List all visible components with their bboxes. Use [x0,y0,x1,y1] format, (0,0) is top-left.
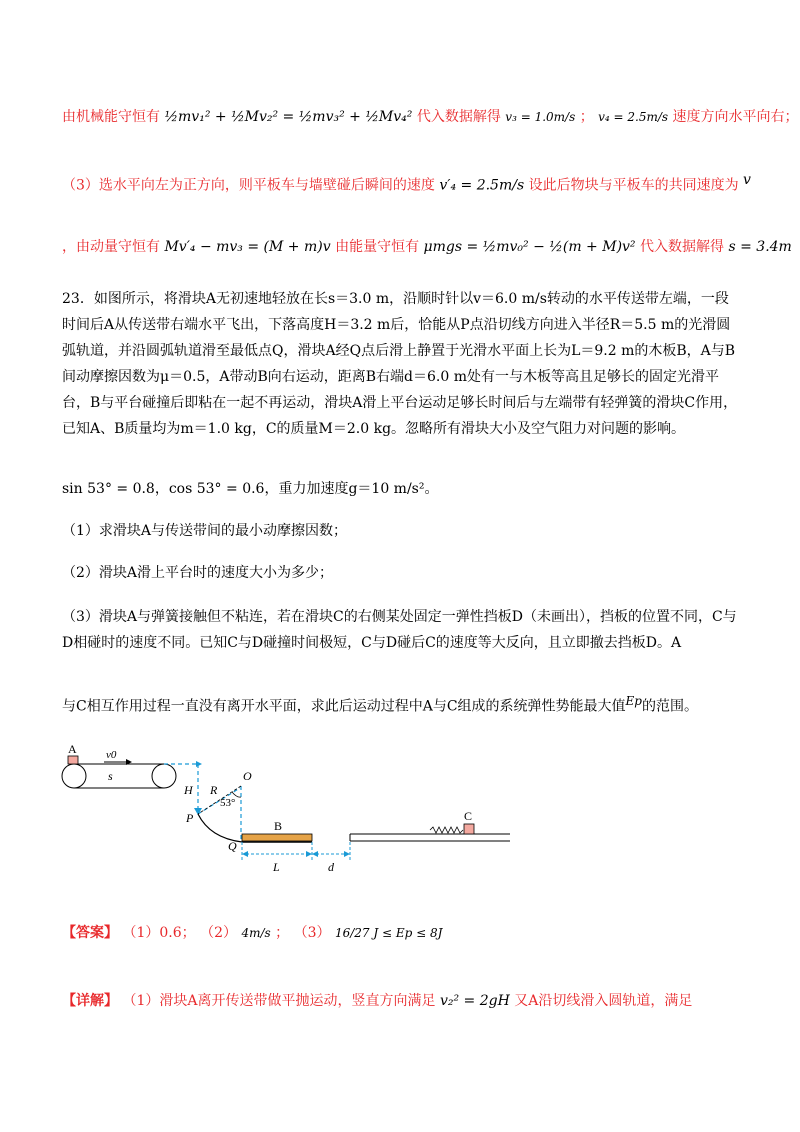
s-result: s = 3.4m [728,239,792,255]
energy2-prefix: 由能量守恒有 [335,239,420,255]
energy-prefix: 由机械能守恒有 [62,109,160,125]
physics-diagram [60,738,520,878]
label-b: B [274,819,283,833]
question-3b-text: 与C相互作用过程一直没有离开水平面，求此后运动过程中A与C组成的系统弹性势能最大值 [62,698,626,715]
label-v0: v0 [106,749,117,761]
answer-3: （3） [293,925,331,941]
energy-mid: 代入数据解得 [416,109,501,125]
question-3a: （3）滑块A与弹簧接触但不粘连，若在滑块C的右侧某处固定一弹性挡板D（未画出），挡板的位置不同，C与D相碰时的速度不同。已知C与D碰撞时间极短，C与D碰后C的速度等大反向，且立即撤去挡板D。A [62,609,737,651]
detail-equation: v₂² = 2gH [439,993,510,1009]
answer-2: （2） [200,925,237,941]
part3-prefix: （3）选水平向左为正方向，则平板车与墙壁碰后瞬间的速度 [62,177,435,194]
arc-track [198,814,242,842]
answer-3-value: 16/27 J ≤ Ep ≤ 8J [334,926,443,940]
v3-value: v₃ = 1.0m/s [505,110,576,124]
energy-equation: ½mv₁² + ½Mv₂² = ½mv₃² + ½Mv₄² [164,109,413,125]
part3-line [62,172,751,195]
problem-stem-text: 如图所示，将滑块A无初速地轻放在长s＝3.0 m，沿顺时针以v＝6.0 m/s转动的水平传送带左端，一段时间后A从传送带右端水平飞出，下落高度H＝3.2 m后，恰能从P点沿切线方向进入半径R＝5.5 m的光滑圆弧轨道，并沿圆弧轨道滑至最低点Q，滑块A经Q点后滑上静置于光滑水平面上长为L＝9.2 m的木板B，A与B间动摩擦因数为μ＝0.5，A带动B向右运动，距离B右端d＝6.0 m处有一与木板等高且足够长的固定光滑平台，B与平台碰撞后即粘在一起不再运动，滑块A滑上平台运动足够长时间后与左端带有轻弹簧的滑块C作用，已知A、B质量均为m＝1.0 kg，C的质量M＝2.0 kg。忽略所有滑块大小及空气阻力对问题的影响。 [62,291,738,437]
question-1: （1）求滑块A与传送带间的最小动摩擦因数； [62,523,348,539]
label-angle: 53° [220,797,236,809]
answer-2-value: 4m/s [241,926,271,940]
board-b [242,834,312,841]
block-c [464,824,474,834]
energy2-equation: μmgs = ½mv₀² − ½(m + M)v² [423,239,636,255]
question-2: （2）滑块A滑上平台时的速度大小为多少； [62,565,334,581]
label-h: H [184,783,193,797]
label-l: L [273,860,280,874]
detail-line [62,990,692,1010]
momentum-prefix: ，由动量守恒有 [62,239,160,255]
answer-1: （1）0.6； [122,925,196,941]
question-3b-end: 的范围。 [642,698,698,715]
problem-number: 23． [62,291,94,307]
d-arrow-left [312,851,318,857]
label-r: R [210,783,218,797]
label-q: Q [228,839,237,853]
label-p: P [186,811,194,825]
dimension-lines [242,842,350,860]
d-arrow-right [344,851,350,857]
momentum-mid2: 代入数据解得 [640,239,725,255]
conveyor-belt [62,764,176,788]
label-c: C [464,809,473,823]
answer-line [62,922,442,942]
question-3b [62,688,738,720]
energy-suffix: 速度方向水平向右； [672,109,799,125]
trig-line: sin 53° = 0.8，cos 53° = 0.6，重力加速度g＝10 m/s²。 [62,481,439,497]
l-arrow-right [306,851,312,857]
block-a [68,756,78,764]
ep-symbol: Ep [625,694,642,708]
v4-value: v₄ = 2.5m/s [598,110,669,124]
part3-mid: 设此后物块与平板车的共同速度为 [528,177,739,194]
problem-stem [62,286,738,442]
energy-conservation-line [62,106,799,126]
energy-sep: ； [579,109,594,125]
v4-prime-value: v′₄ = 2.5m/s [439,177,525,194]
label-a: A [68,742,77,756]
l-arrow-left [242,851,248,857]
spring [430,827,463,833]
answer-tag: 【答案】 [62,925,118,941]
label-s: s [108,769,113,783]
detail-text-2: 又A沿切线滑入圆轨道，满足 [514,993,693,1009]
label-d: d [328,860,334,874]
platform [350,834,510,841]
label-o: O [243,769,252,783]
momentum-line [62,236,792,256]
momentum-equation: Mv′₄ − mv₃ = (M + m)v [164,239,331,255]
detail-text-1: （1）滑块A离开传送带做平抛运动，竖直方向满足 [122,993,436,1009]
common-velocity-symbol: v [743,172,751,188]
trajectory-arrow [196,761,202,767]
answer-sep: ； [275,925,290,941]
detail-tag: 【详解】 [62,993,118,1009]
